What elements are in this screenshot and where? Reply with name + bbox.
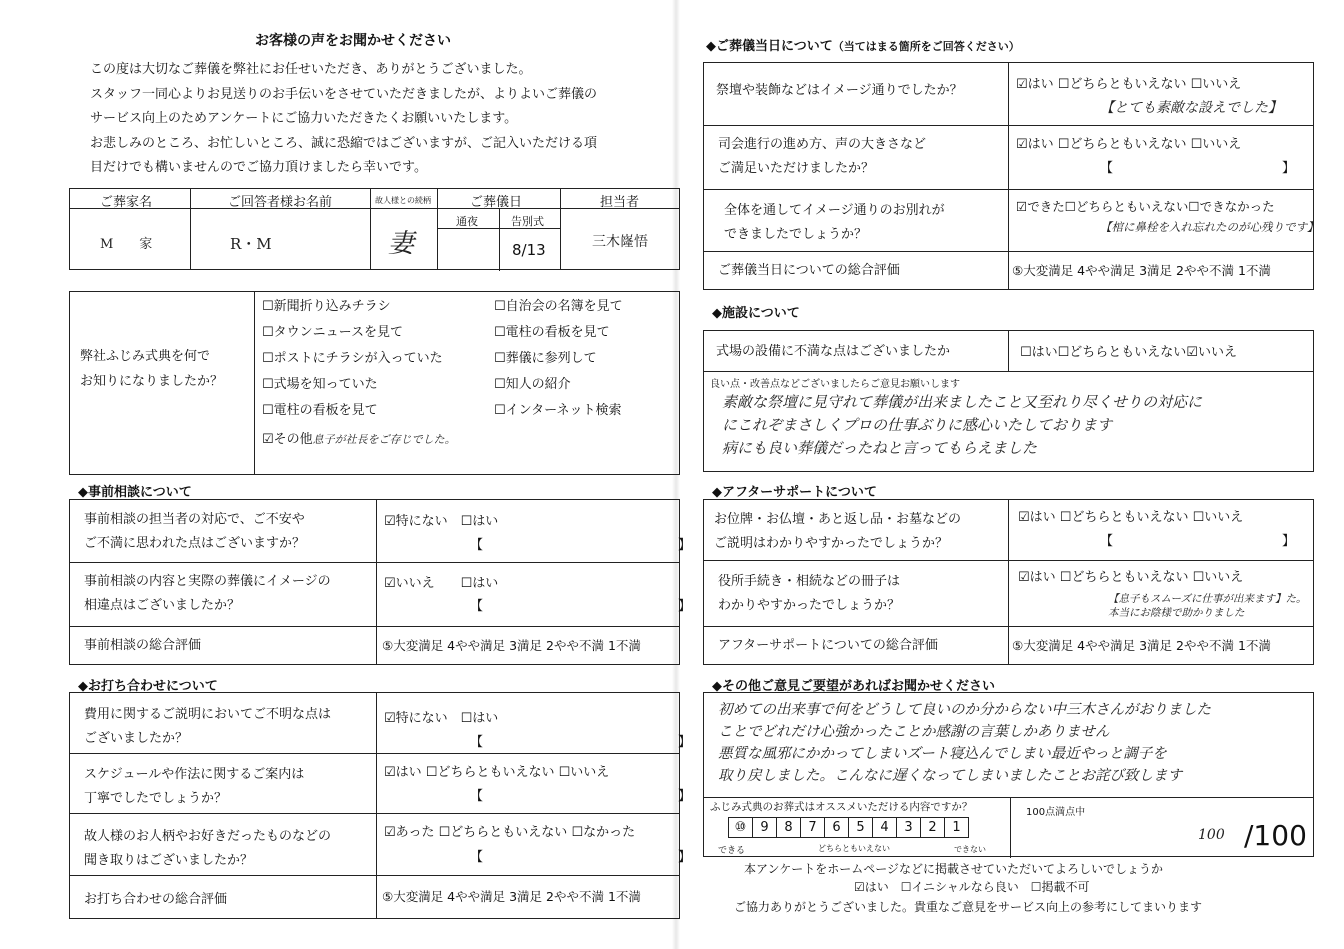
source-box [69,291,680,475]
prior-b1: 【 】 [470,538,692,553]
facility-table [703,330,1314,472]
after-hw1: 【 】 [1100,534,1296,549]
meeting-table [69,692,692,919]
day-q4: ご葬儀当日についての総合評価 [718,263,900,278]
score-cell[interactable]: 4 [873,818,897,838]
score-cell[interactable]: 3 [897,818,921,838]
day-q1: 祭壇や装飾などはイメージ通りでしたか？ [716,83,963,98]
after-section-title: ◆アフターサポートについて [712,485,877,500]
source-other[interactable] [262,428,456,447]
source-option[interactable]: ☐タウンニュースを見て [262,325,404,340]
intro-text [90,58,597,181]
day-table [703,62,1319,290]
day-hw3: 【棺に鼻栓を入れ忘れたのが心残りです】 [1100,220,1319,234]
prior-a1[interactable]: ☑特にない ☐はい [384,514,499,529]
scale-neutral: どちらともいえない [818,844,890,853]
scale-cannot: できない [954,845,986,854]
survey-title: お客様の声をお聞かせください [255,33,451,49]
source-option[interactable]: ☐ポストにチラシが入っていた [262,351,443,366]
source-option[interactable]: ☐葬儀に参列して [494,351,597,366]
publish-question: 本アンケートをホームページなどに掲載させていただいてよろしいでしょうか [744,862,1164,876]
meeting-q3: 故人様のお人柄やお好きだったものなどの 聞き取りはございましたか？ [84,829,332,868]
meeting-q1: 費用に関するご説明においてご不明な点は ございましたか？ [84,707,332,746]
score-cell[interactable]: 8 [777,818,801,838]
prior-q1: 事前相談の担当者の対応で、ご不安や ご不満に思われた点はございますか？ [84,512,306,551]
source-options [262,296,682,421]
family-header: ご葬家名 [100,195,153,210]
comment-line: 素敵な祭壇に見守れて葬儀が出来ましたこと又至れり尽くせりの対応に [722,393,1203,411]
meeting-b2: 【 】 [470,789,692,804]
meeting-q4: お打ち合わせの総合評価 [84,892,228,907]
perfect-score-label: 100点満点中 [1026,807,1086,818]
after-hw2: 【息子もスムーズに仕事が出来ます】た。本当にお陰様で助かりました [1108,593,1307,619]
prior-section-title: ◆事前相談について [78,485,192,500]
meeting-q2: スケジュールや作法に関するご案内は 丁寧でしたでしょうか？ [84,767,305,806]
scale-can: できる [718,846,746,856]
funeral-value: 8/13 [512,241,546,259]
score-cell[interactable]: 1 [945,818,969,838]
facility-comment [722,391,1202,460]
funeral-header: 告別式 [511,215,544,228]
respondent-value: R・M [230,235,272,253]
source-option[interactable]: ☐新聞折り込みチラシ [262,299,391,314]
intro-line: 目だけでも構いませんのでご協力頂けましたら幸いです。 [90,160,427,175]
info-table [69,188,680,270]
day-a1[interactable]: ☑はい ☐どちらともいえない ☐いいえ [1016,77,1242,92]
prior-a2[interactable]: ☑いいえ ☐はい [384,576,499,591]
intro-line: お悲しみのところ、お忙しいところ、誠に恐縮ではございますが、ご記入いただける項 [90,135,598,151]
other-comment [718,699,1308,787]
respondent-header: ご回答者様お名前 [228,195,333,210]
meeting-a1[interactable]: ☑特にない ☐はい [384,711,499,726]
source-option[interactable]: ☐式場を知っていた [262,377,378,392]
after-rating[interactable]: ⑤大変満足 4やや満足 3満足 2やや不満 1不満 [1012,638,1271,653]
day-title: ◆ご葬儀当日について [706,39,833,54]
meeting-section-title: ◆お打ち合わせについて [78,679,218,694]
prior-table [69,499,692,665]
intro-line: スタッフ一同心よりお見送りのお手伝いをさせていただきましたが、よりよいご葬儀の [90,86,598,102]
facility-answer[interactable]: ☐はい☐どちらともいえない☑いいえ [1020,345,1237,360]
day-a2[interactable]: ☑はい ☐どちらともいえない ☐いいえ [1016,137,1242,152]
source-option[interactable]: ☐インターネット検索 [494,403,622,418]
meeting-a2[interactable]: ☑はい ☐どちらともいえない ☐いいえ [384,765,610,780]
comment-line: 病にも良い葬儀だったねと言ってもらえました [722,439,1038,457]
comment-line: 初めての出来事で何をどうして良いのか分からない中三木さんがおりました [718,702,1211,718]
prior-q2: 事前相談の内容と実際の葬儀にイメージの 相違点はございましたか？ [84,574,331,613]
source-other-handwriting: 息子が社長をご存じでした。 [312,433,456,446]
other-box [703,692,1314,857]
intro-line: サービス向上のためアンケートにご協力いただきたくお願いいたします。 [90,111,518,126]
prior-b2: 【 】 [470,599,692,614]
comment-line: 取り戻しました。こんなに遅くなってしまいましたことお詫び致します [718,768,1182,784]
after-a2[interactable]: ☑はい ☐どちらともいえない ☐いいえ [1018,570,1244,585]
score-cell[interactable]: 9 [753,818,777,838]
family-value: M 家 [100,237,153,252]
source-option[interactable]: ☐自治会の名簿を見て [494,299,623,314]
staff-value: 三木嶐悟 [592,234,648,250]
score-handwritten: 100 [1198,827,1225,843]
relation-value: 妻 [388,229,415,259]
comment-line: ことでどれだけ心強かったことか感謝の言葉しかありません [718,724,1110,740]
source-option[interactable]: ☐電柱の看板を見て [262,403,378,418]
source-option[interactable]: ☐電柱の看板を見て [494,325,610,340]
score-cell[interactable]: ⑩ [729,818,753,838]
meeting-b1: 【 】 [470,735,692,750]
day-note: （当てはまる箇所をご回答ください） [832,40,1020,53]
day-hw2: 【 】 [1100,161,1296,176]
after-a1[interactable]: ☑はい ☐どちらともいえない ☐いいえ [1018,510,1244,525]
date-header: ご葬儀日 [470,195,523,210]
day-a3[interactable]: ☑できた☐どちらともいえない☐できなかった [1016,199,1275,214]
score-cell[interactable]: 2 [921,818,945,838]
score-cell[interactable]: 7 [801,818,825,838]
after-q1: お位牌・お仏壇・あと返し品・お墓などの ご説明はわかりやすかったでしょうか？ [714,512,962,551]
day-section-title [706,35,1020,54]
day-q3: 全体を通してイメージ通りのお別れが できましたでしょうか？ [724,203,945,242]
relation-header: 故人様との続柄 [375,196,431,205]
after-q3: アフターサポートについての総合評価 [718,638,938,653]
day-hw1: 【とても素敵な設えでした】 [1100,100,1282,116]
staff-header: 担当者 [600,195,640,210]
score-cell[interactable]: 6 [825,818,849,838]
prior-q3: 事前相談の総合評価 [84,638,202,653]
source-other-label: ☑その他 [262,432,313,447]
comment-line: 悪質な風邪にかかってしまいズート寝込んでしまい最近やっと調子を [718,746,1167,762]
recommend-question: ふじみ式典のお葬式はオススメいただける内容ですか？ [710,801,973,813]
facility-note: 良い点・改善点などございましたらご意見お願いします [710,379,960,390]
thanks-text: ご協力ありがとうございました。貴重なご意見をサービス向上の参考にしてまいります [734,900,1203,914]
wake-header: 通夜 [456,215,478,228]
day-rating[interactable]: ⑤大変満足 4やや満足 3満足 2やや不満 1不満 [1012,263,1271,278]
other-section-title: ◆その他ご意見ご要望があればお聞かせください [712,679,995,694]
intro-line: この度は大切なご葬儀を弊社にお任せいただき、ありがとうございました。 [90,62,532,77]
facility-question: 式場の設備に不満な点はございましたか [716,344,951,359]
publish-answer[interactable]: ☑はい ☐イニシャルなら良い ☐掲載不可 [854,880,1090,894]
score-cell[interactable]: 5 [849,818,873,838]
meeting-b3: 【 】 [470,850,692,865]
source-question: 弊社ふじみ式典を何で お知りになりましたか？ [80,349,224,389]
score-total: /100 [1244,819,1307,852]
prior-rating[interactable]: ⑤大変満足 4やや満足 3満足 2やや不満 1不満 [382,638,641,653]
recommend-scale [728,817,969,838]
source-option[interactable]: ☐知人の紹介 [494,377,571,392]
after-table [703,499,1314,665]
after-q2: 役所手続き・相続などの冊子は わかりやすかったでしょうか？ [718,574,901,613]
meeting-rating[interactable]: ⑤大変満足 4やや満足 3満足 2やや不満 1不満 [382,889,641,904]
meeting-a3[interactable]: ☑あった ☐どちらともいえない ☐なかった [384,825,636,840]
facility-section-title: ◆施設について [712,306,800,321]
comment-line: にこれぞまさしくプロの仕事ぶりに感心いたしております [722,416,1113,434]
day-q2: 司会進行の進め方、声の大きさなど ご満足いただけましたか？ [718,137,927,176]
